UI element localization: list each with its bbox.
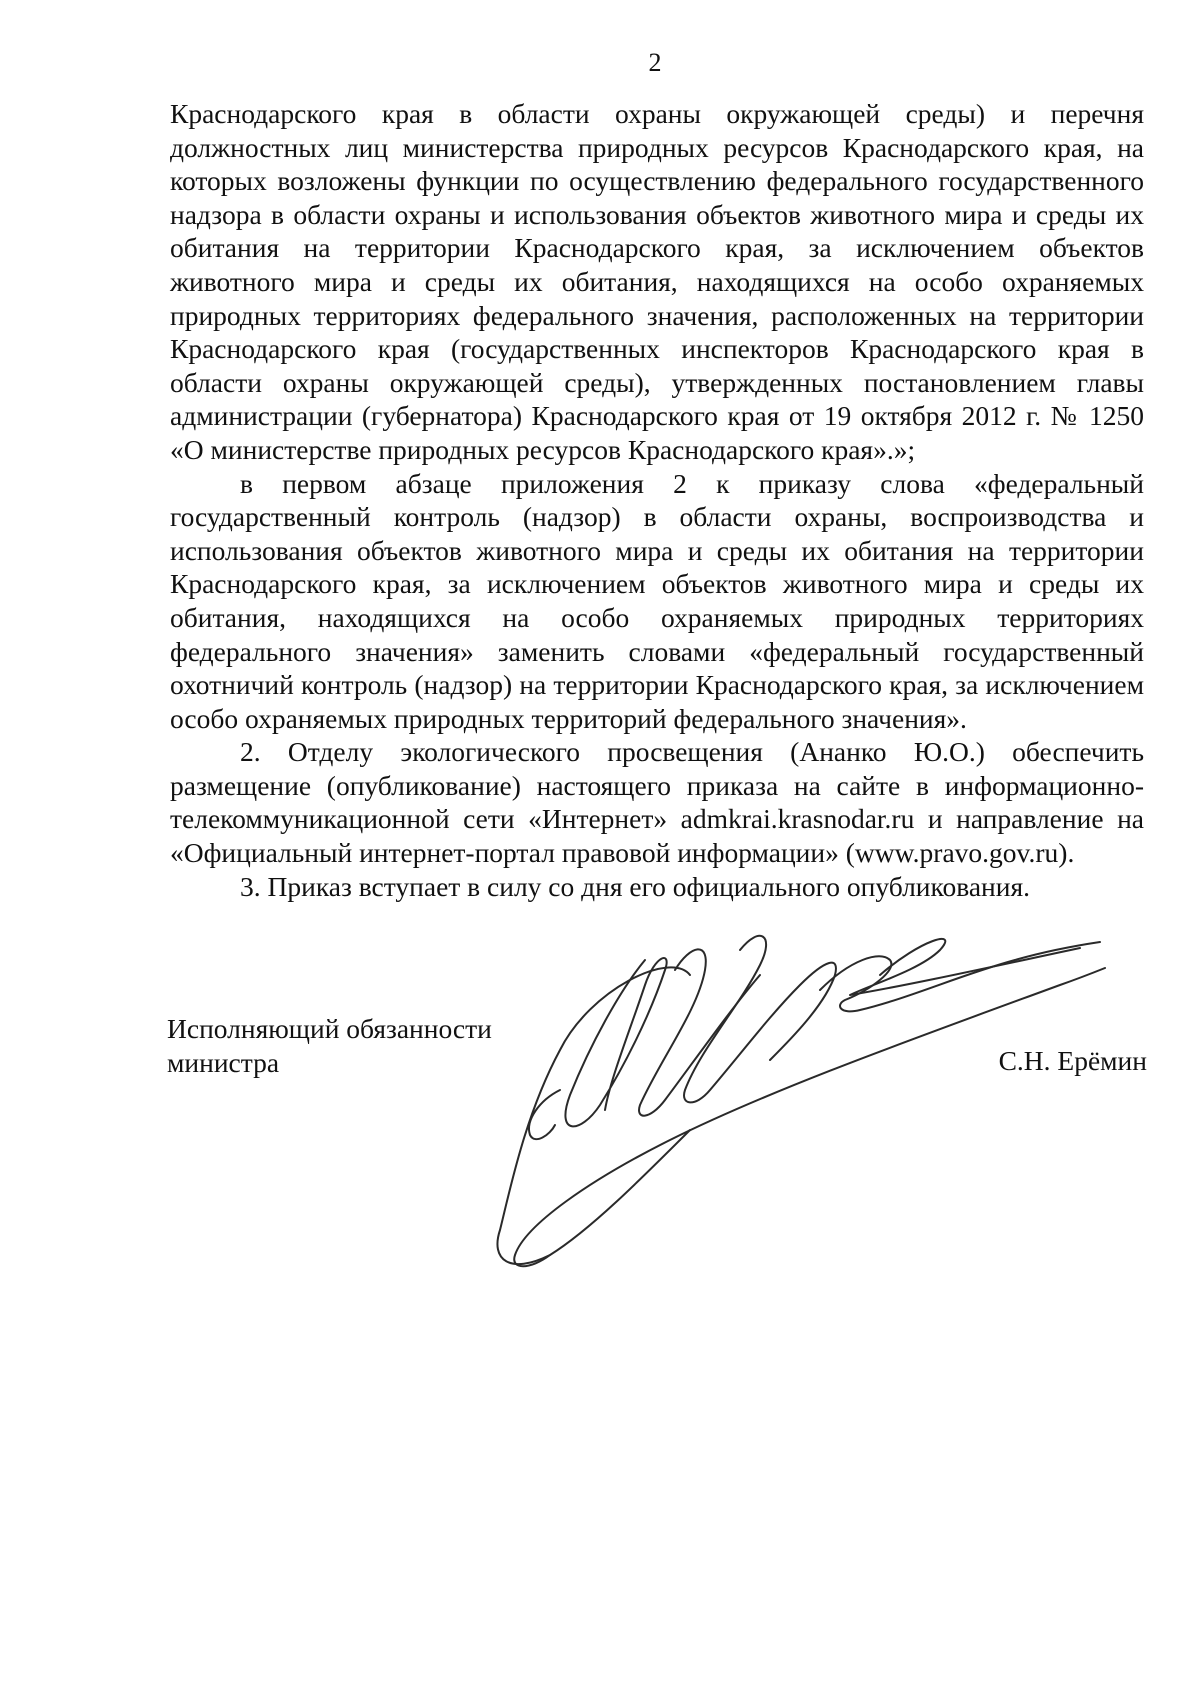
page-number: 2 — [648, 48, 662, 77]
paragraph-continuation: Краснодарского края в области охраны окружающей среды) и перечня должностных лиц министерства природных ресурсов Краснодарского края, на которых возложены функции по осуществлению федерального государственного надзора в области охраны и использования объектов животного мира и среды их обитания на территории Краснодарского края, за исключением объектов животного мира и среды их обитания, находящихся на особо охраняемых природных территориях федерального значения, расположенных на территории Краснодарского края (государственных инспекторов Краснодарского края в области охраны окружающей среды), утвержденных постановлением главы администрации (губернатора) Краснодарского края от 19 октября 2012 г. № 1250 «О министерстве природных ресурсов Краснодарского края».»; — [170, 98, 1144, 465]
signer-position-line2: министра — [167, 1046, 280, 1078]
document-body — [170, 97, 1144, 903]
paragraph-item-3: 3. Приказ вступает в силу со дня его официального опубликования. — [240, 870, 1031, 902]
paragraph-item-2: 2. Отделу экологического просвещения (Ананко Ю.О.) обеспечить размещение (опубликование) настоящего приказа на сайте в информационно-телекоммуникационной сети «Интернет» admkrai.krasnodar.ru и направление на «Официальный интернет-портал правовой информации» (www.pravo.gov.ru). — [170, 736, 1144, 869]
paragraph-appendix-2-amendment: в первом абзаце приложения 2 к приказу слова «федеральный государственный контроль (надзор) в области охраны, воспроизводства и использования объектов животного мира и среды их обитания на территории Краснодарского края, за исключением объектов животного мира и среды их обитания, находящихся на особо охраняемых природных территориях федерального значения» заменить словами «федеральный государственный охотничий контроль (надзор) на территории Краснодарского края, за исключением особо охраняемых природных территорий федерального значения». — [170, 467, 1144, 734]
signer-name: С.Н. Ерёмин — [998, 1045, 1147, 1076]
handwritten-signature — [440, 930, 1120, 1280]
signer-position-line1: Исполняющий обязанности — [167, 1013, 492, 1044]
